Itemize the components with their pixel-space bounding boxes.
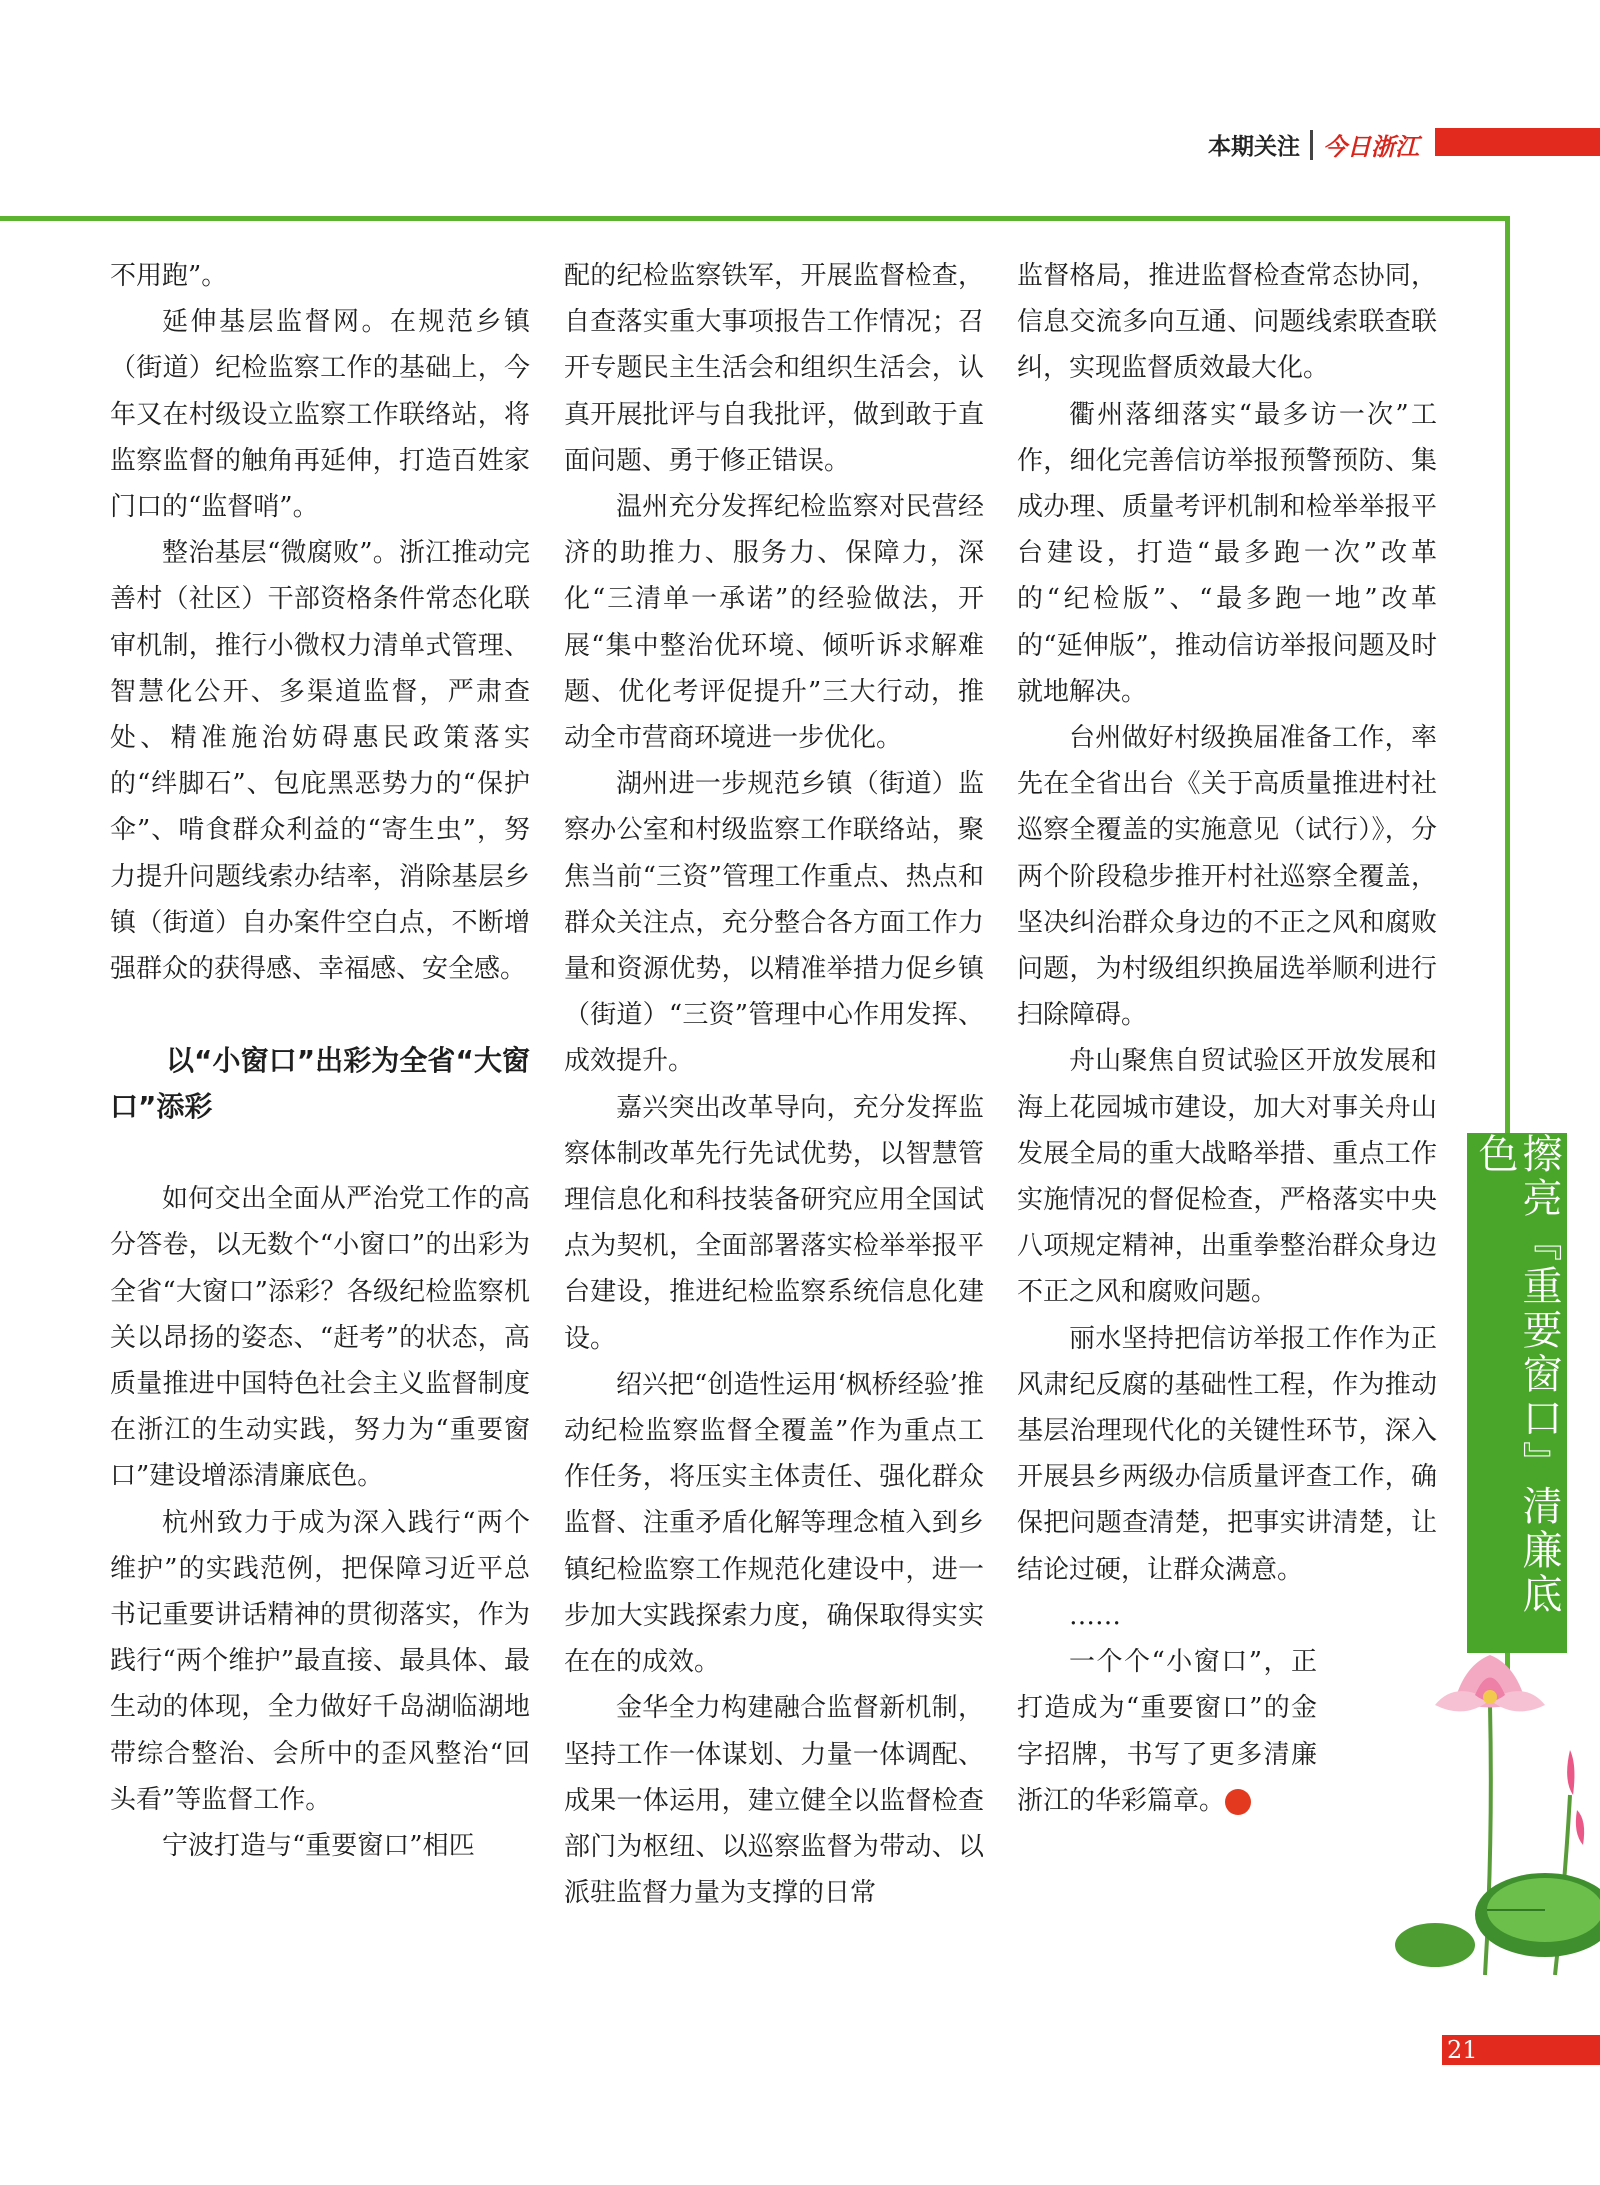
side-title [1473, 1133, 1561, 1653]
paragraph: 衢州落细落实“最多访一次”工作，细化完善信访举报预警预防、集成办理、质量考评机制和检举举报平台建设，打造“最多跑一次”改革的“纪检版”、“最多跑一地”改革的“延伸版”，推动信访举报问题及时就地解决。 [1017, 399, 1437, 707]
paragraph: 杭州致力于成为深入践行“两个维护”的实践范例，把保障习近平总书记重要讲话精神的贯彻落实，作为践行“两个维护”最直接、最具体、最生动的体现，全力做好千岛湖临湖地带综合整治、会所中的歪风整治“回头看”等监督工作。 [110, 1507, 530, 1815]
text-column-2 [564, 253, 984, 1916]
end-mark-icon: 今 [1225, 1789, 1251, 1815]
paragraph: 舟山聚焦自贸试验区开放发展和海上花园城市建设，加大对事关舟山发展全局的重大战略举措、重点工作实施情况的督促检查，严格落实中央八项规定精神，出重拳整治群众身边不正之风和腐败问题。 [1017, 1046, 1437, 1308]
text-column-3 [1017, 253, 1437, 1824]
running-header [1208, 127, 1419, 162]
paragraph: 丽水坚持把信访举报工作作为正风肃纪反腐的基础性工程，作为推动基层治理现代化的关键性环节，深入开展县乡两级办信质量评查工作，确保把问题查清楚，把事实讲清楚，让结论过硬，让群众满意。 [1017, 1323, 1437, 1585]
side-title-banner [1467, 1133, 1567, 1653]
paragraph: 嘉兴突出改革导向，充分发挥监察体制改革先行先试优势，以智慧管理信息化和科技装备研究应用全国试点为契机，全面部署落实检举举报平台建设，推进纪检监察系统信息化建设。 [564, 1092, 984, 1354]
paragraph: 监督格局，推进监督检查常态协同，信息交流多向互通、问题线索联查联纠，实现监督质效最大化。 [1017, 261, 1437, 384]
header-divider [1310, 130, 1313, 160]
page-number: 21 [1447, 2036, 1478, 2064]
paragraph: 绍兴把“创造性运用‘枫桥经验’推动纪检监察监督全覆盖”作为重点工作任务，将压实主体责任、强化群众监督、注重矛盾化解等理念植入到乡镇纪检监察工作规范化建设中，进一步加大实践探索力度，确保取得实实在在的成效。 [564, 1369, 984, 1678]
closing-text: 一个个“小窗口”，正打造成为“重要窗口”的金字招牌，书写了更多清廉浙江的华彩篇章。 [1017, 1647, 1317, 1816]
paragraph: 宁波打造与“重要窗口”相匹 [162, 1831, 475, 1862]
paragraph: 温州充分发挥纪检监察对民营经济的助推力、服务力、保障力，深化“三清单一承诺”的经验做法，开展“集中整治优环境、倾听诉求解难题、优化考评促提升”三大行动，推动全市营商环境进一步优化。 [564, 492, 984, 754]
paragraph: 延伸基层监督网。在规范乡镇（街道）纪检监察工作的基础上，今年又在村级设立监察工作联络站，将监察监督的触角再延伸，打造百姓家门口的“监督哨”。 [110, 307, 530, 523]
paragraph: 整治基层“微腐败”。浙江推动完善村（社区）干部资格条件常态化联审机制，推行小微权力清单式管理、智慧化公开、多渠道监督，严肃查处、精准施治妨碍惠民政策落实的“绊脚石”、包庇黑恶势力的“保护伞”、啃食群众利益的“寄生虫”，努力提升问题线索办结率，消除基层乡镇（街道）自办案件空白点，不断增强群众的获得感、幸福感、安全感。 [110, 538, 530, 985]
paragraph: 台州做好村级换届准备工作，率先在全省出台《关于高质量推进村社巡察全覆盖的实施意见（试行）》，分两个阶段稳步推开村社巡察全覆盖，坚决纠治群众身边的不正之风和腐败问题，为村级组织换届选举顺利进行扫除障碍。 [1017, 723, 1437, 1031]
paragraph: 不用跑”。 [110, 261, 228, 291]
lotus-illustration [1395, 1645, 1600, 1975]
frame-top-line [0, 216, 1509, 221]
section-heading: 以“小窗口”出彩为全省“大窗口”添彩 [110, 1044, 530, 1124]
side-title-part2: 清廉底色 [1472, 1133, 1562, 1617]
brand-logo: 今日浙江 [1323, 132, 1419, 161]
paragraph: 湖州进一步规范乡镇（街道）监察办公室和村级监察工作联络站，聚焦当前“三资”管理工作重点、热点和群众关注点，充分整合各方面工作力量和资源优势，以精准举措力促乡镇（街道）“三资”管理中心作用发挥、成效提升。 [564, 769, 984, 1077]
paragraph: 如何交出全面从严治党工作的高分答卷，以无数个“小窗口”的出彩为全省“大窗口”添彩？各级纪检监察机关以昂扬的姿态、“赶考”的状态，高质量推进中国特色社会主义监督制度在浙江的生动实践，努力为“重要窗口”建设增添清廉底色。 [110, 1184, 530, 1492]
closing-paragraph [1017, 1639, 1317, 1824]
header-red-bar [1435, 128, 1600, 156]
side-title-part1: 擦亮『重要窗口』 [1516, 1133, 1562, 1485]
paragraph: 配的纪检监察铁军，开展监督检查，自查落实重大事项报告工作情况；召开专题民主生活会和组织生活会，认真开展批评与自我批评，做到敢于直面问题、勇于修正错误。 [564, 261, 984, 476]
text-column-1 [110, 253, 530, 1869]
paragraph: 金华全力构建融合监督新机制，坚持工作一体谋划、力量一体调配、成果一体运用，建立健全以监督检查部门为枢纽、以巡察监督为带动、以派驻监督力量为支撑的日常 [564, 1693, 984, 1909]
paragraph: …… [1069, 1600, 1121, 1631]
section-label: 本期关注 [1208, 134, 1300, 160]
